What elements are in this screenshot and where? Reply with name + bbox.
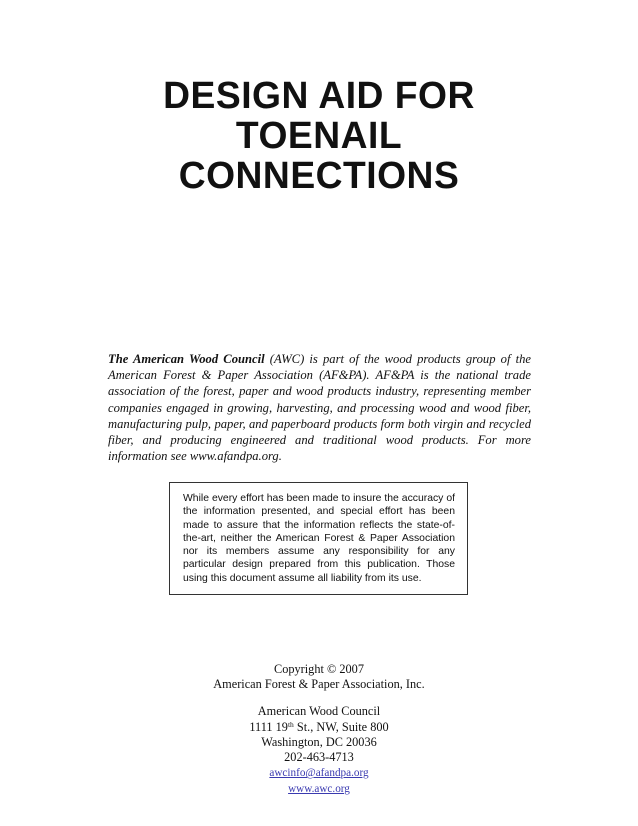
document-title bbox=[0, 76, 638, 196]
intro-paragraph bbox=[108, 351, 531, 464]
address-street: St., NW, Suite 800 bbox=[293, 719, 389, 734]
disclaimer-box bbox=[169, 482, 468, 595]
title-line-1: DESIGN AID FOR bbox=[163, 75, 475, 117]
address-number: 1111 19 bbox=[249, 719, 288, 734]
city-line: Washington, DC 20036 bbox=[261, 734, 377, 749]
intro-text: (AWC) is part of the wood products group of the American Forest & Paper Association (AF&PA). AF&PA is the national trade association of the forest, paper and wood products industry, representing member companies engaged in growing, harvesting, and processing wood and wood fiber, manufacturing pulp, paper, and paperboard products form both virgin and recycled fiber, and producing engineered and traditional wood products. For more information see www.afandpa.org. bbox=[108, 352, 531, 464]
title-line-3: CONNECTIONS bbox=[178, 155, 460, 197]
address-line bbox=[0, 720, 638, 735]
disclaimer-text: While every effort has been made to insure the accuracy of the information presented, and special effort has been made to assure that the information reflects the state-of-the-art, neither the American Forest & Paper Association nor its members assume any responsibility for any particular design prepared from this publication. Those using this document assume all liability from its use. bbox=[183, 493, 455, 584]
title-line-2: TOENAIL bbox=[235, 115, 403, 157]
phone-line: 202-463-4713 bbox=[284, 750, 354, 765]
intro-org-name: The American Wood Council bbox=[108, 352, 265, 366]
website-link[interactable]: www.awc.org bbox=[288, 783, 350, 796]
publisher-line: American Forest & Paper Association, Inc. bbox=[213, 677, 425, 692]
address-ordinal: th bbox=[287, 719, 294, 729]
org-line: American Wood Council bbox=[257, 704, 381, 719]
email-link[interactable]: awcinfo@afandpa.org bbox=[269, 767, 369, 780]
copyright-line: Copyright © 2007 bbox=[274, 662, 364, 676]
publisher-info bbox=[0, 662, 638, 798]
